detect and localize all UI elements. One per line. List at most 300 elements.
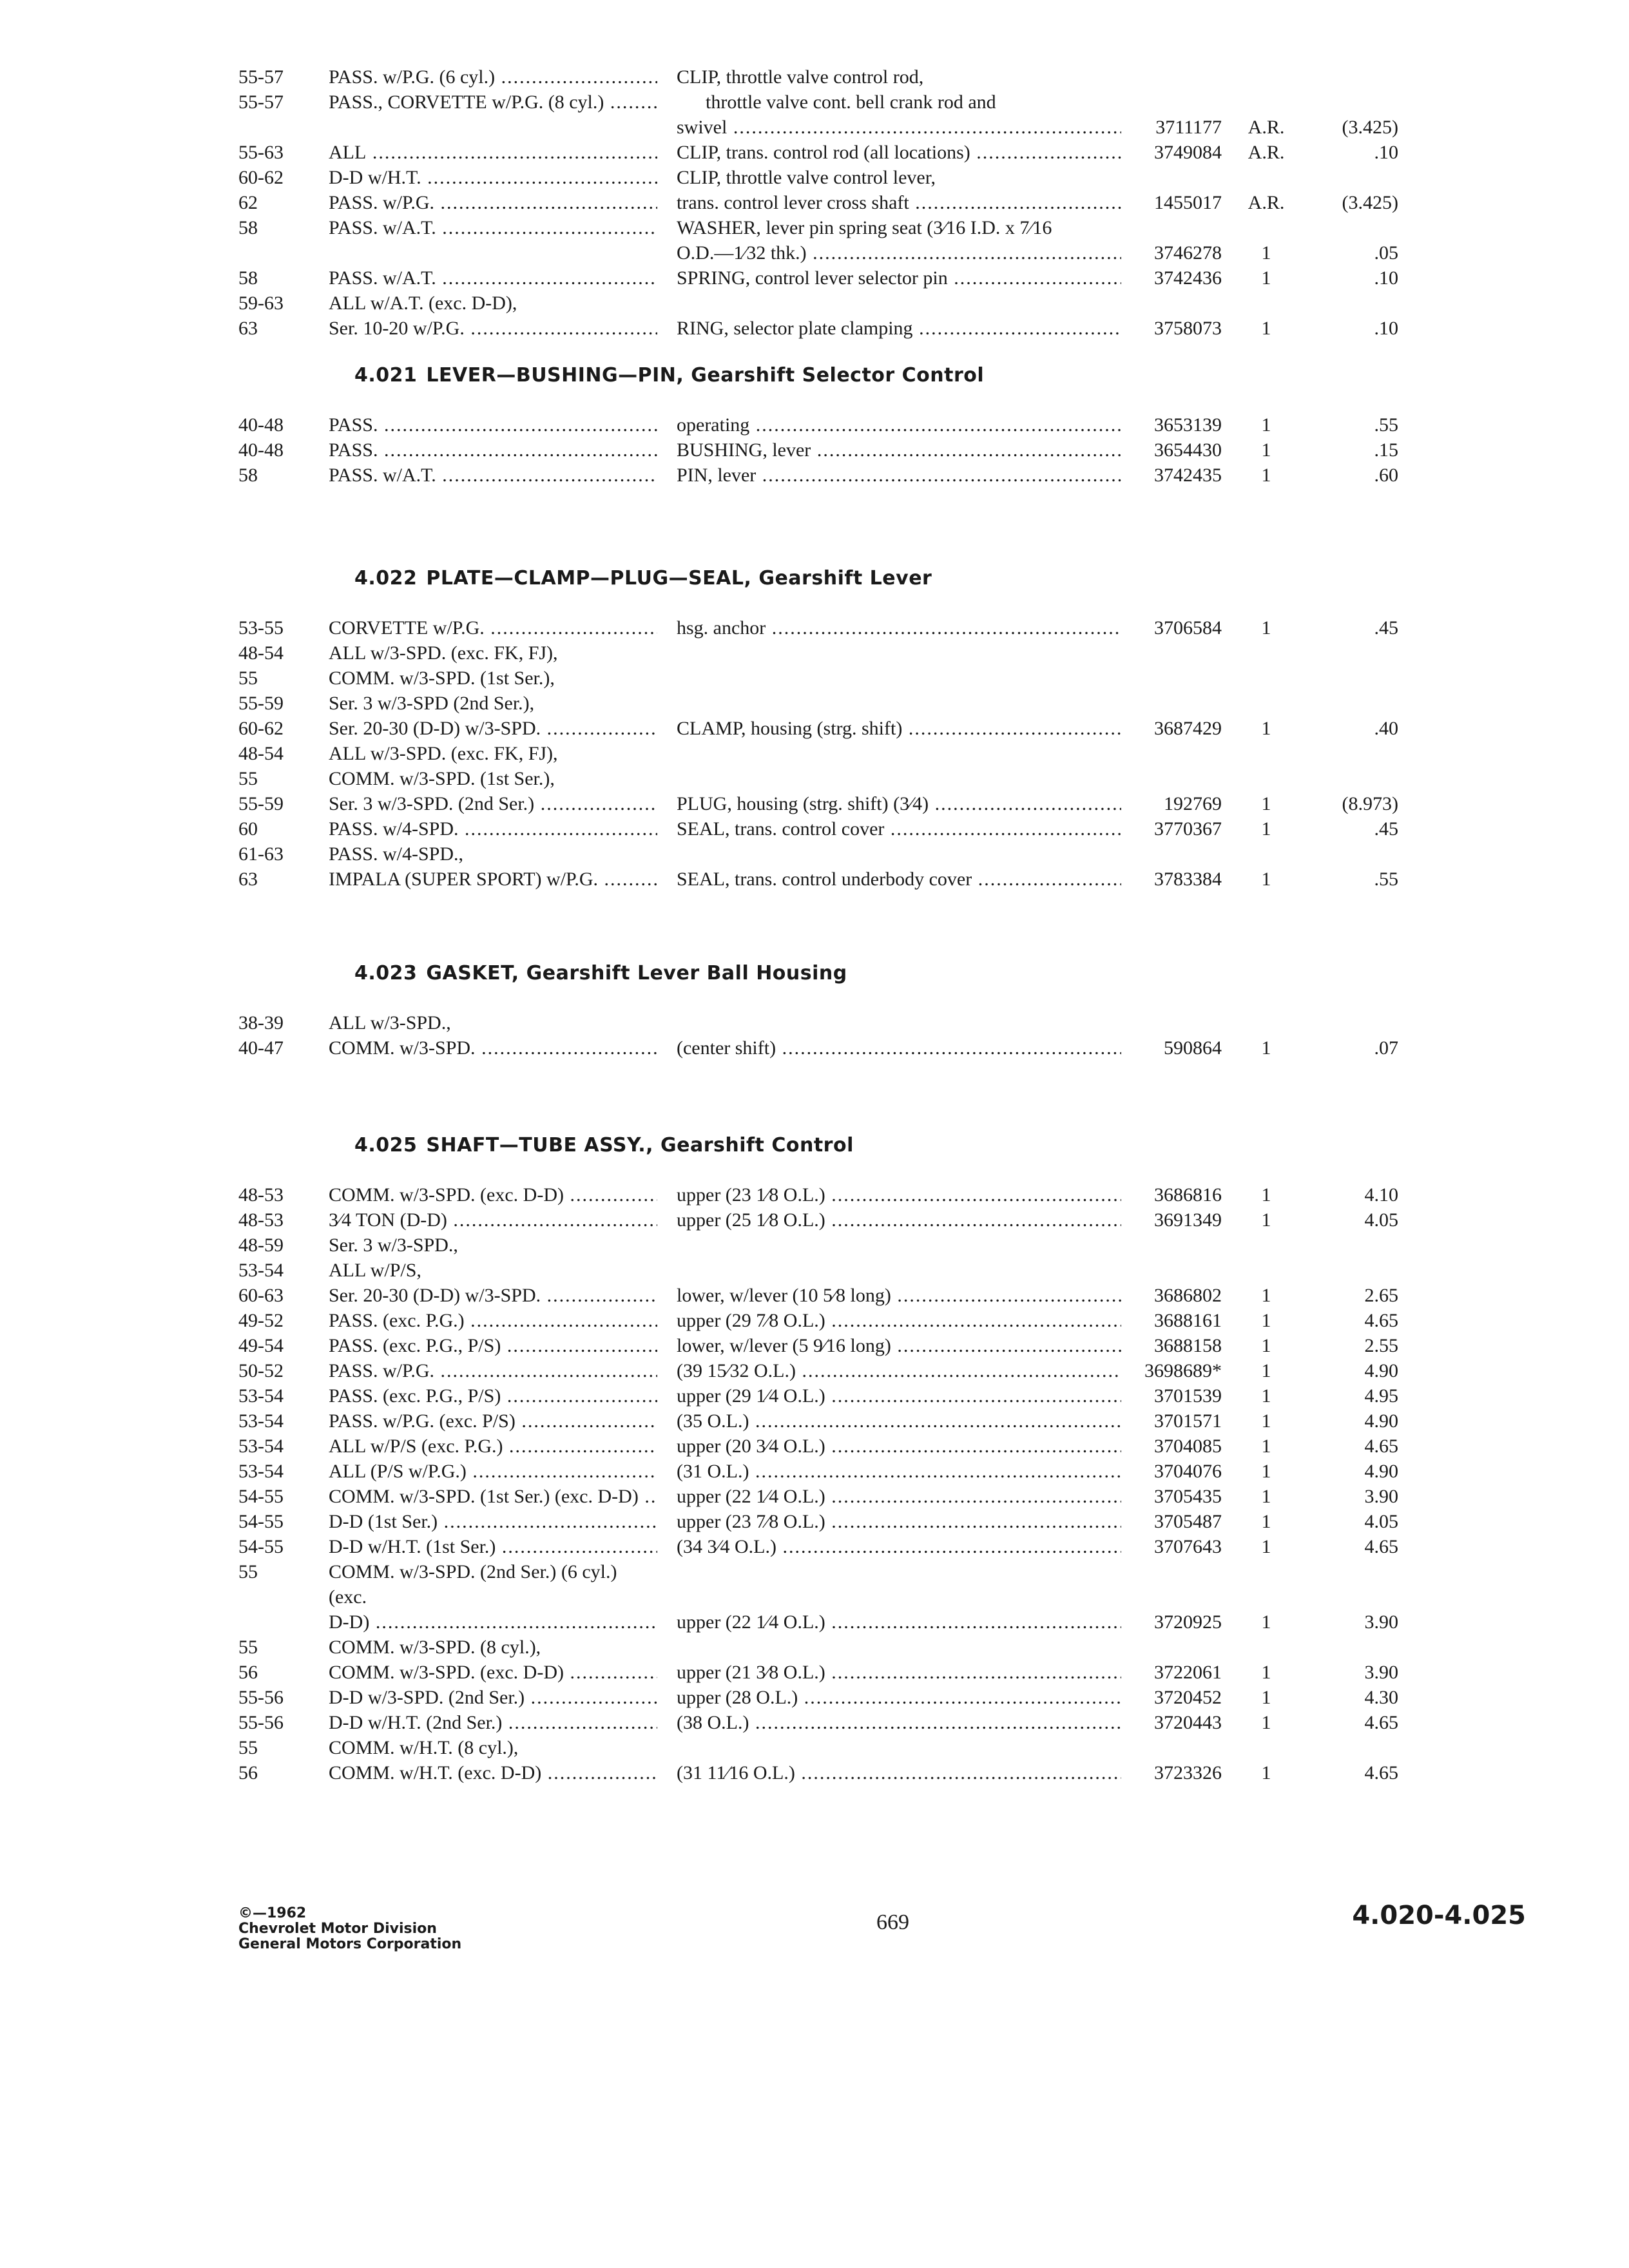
year-range-cell: 54-55	[238, 1486, 284, 1507]
price-cell	[1302, 1559, 1398, 1610]
section-number: 4.023	[354, 962, 418, 985]
description-cell: hsg. anchor .....	[657, 615, 1121, 640]
copyright-text: ©—1962	[238, 1905, 307, 1921]
section-heading	[354, 1134, 854, 1157]
description-cell: (39 15⁄32 O.L.) .....	[657, 1358, 1121, 1383]
price-cell: .15	[1374, 439, 1398, 461]
part-number-cell	[1121, 1233, 1231, 1258]
price-cell	[1302, 691, 1398, 716]
part-number-cell	[1121, 741, 1231, 766]
quantity-cell	[1231, 165, 1302, 190]
price-cell	[1302, 1010, 1398, 1035]
model-cell: COMM. w/H.T. (exc. D-D) .....	[329, 1760, 657, 1785]
quantity-cell: A.R.	[1248, 142, 1285, 163]
part-number-cell: 3706584	[1154, 617, 1222, 639]
part-number-cell	[1121, 64, 1231, 90]
model-cell: PASS. w/A.T. .....	[329, 215, 657, 240]
model-cell: Ser. 3 w/3-SPD.,	[329, 1235, 458, 1256]
model-cell: PASS. (exc. P.G., P/S) .....	[329, 1383, 657, 1408]
quantity-cell: 1	[1261, 1285, 1271, 1306]
quantity-cell: 1	[1261, 1486, 1271, 1507]
part-number-cell: 3723326	[1154, 1762, 1222, 1783]
table-row	[238, 1660, 1463, 1685]
part-number-cell: 3705487	[1154, 1511, 1222, 1532]
table-row	[238, 741, 1463, 766]
model-cell: Ser. 20-30 (D-D) w/3-SPD. .....	[329, 1283, 657, 1308]
quantity-cell: 1	[1261, 242, 1271, 264]
year-range-cell: 55-59	[238, 693, 284, 714]
part-number-cell: 3770367	[1154, 818, 1222, 840]
part-number-cell: 3783384	[1154, 869, 1222, 890]
table-row	[238, 640, 1463, 666]
quantity-cell	[1231, 1635, 1302, 1660]
description-cell	[657, 1559, 1121, 1610]
model-cell: Ser. 10-20 w/P.G. .....	[329, 316, 657, 341]
part-number-cell	[1121, 766, 1231, 791]
year-range-cell: 48-54	[238, 743, 284, 764]
table-row	[238, 716, 1463, 741]
part-number-cell	[1121, 1635, 1231, 1660]
part-number-cell: 3720443	[1154, 1712, 1222, 1733]
table-row	[238, 1308, 1463, 1333]
price-cell: .40	[1374, 718, 1398, 739]
quantity-cell	[1231, 640, 1302, 666]
description-cell: upper (22 1⁄4 O.L.) .....	[657, 1610, 1121, 1635]
parts-table	[238, 1182, 1463, 1785]
description-cell: upper (23 7⁄8 O.L.) .....	[657, 1509, 1121, 1534]
year-range-cell	[238, 115, 329, 140]
year-range-cell: 55	[238, 768, 258, 789]
year-range-cell: 53-54	[238, 1385, 284, 1407]
year-range-cell: 38-39	[238, 1012, 284, 1033]
price-cell	[1302, 291, 1398, 316]
quantity-cell: 1	[1261, 617, 1271, 639]
part-number-cell: 192769	[1164, 793, 1222, 814]
quantity-cell: 1	[1261, 318, 1271, 339]
model-cell: Ser. 3 w/3-SPD. (2nd Ser.) .....	[329, 791, 657, 816]
description-cell: WASHER, lever pin spring seat (3⁄16 I.D. x 7⁄16	[677, 217, 1052, 238]
quantity-cell	[1231, 1233, 1302, 1258]
model-cell: COMM. w/3-SPD. (8 cyl.),	[329, 1637, 541, 1658]
year-range-cell: 63	[238, 869, 258, 890]
price-cell	[1302, 1735, 1398, 1760]
model-cell	[329, 115, 657, 140]
quantity-cell: 1	[1261, 1536, 1271, 1557]
model-cell: COMM. w/3-SPD. (2nd Ser.) (6 cyl.) (exc.	[329, 1561, 622, 1608]
table-row	[238, 816, 1463, 841]
price-cell: 4.65	[1364, 1762, 1398, 1783]
price-cell: 4.65	[1364, 1310, 1398, 1331]
table-row	[238, 1283, 1463, 1308]
quantity-cell	[1231, 741, 1302, 766]
model-cell: PASS. .....	[329, 412, 657, 437]
table-row	[238, 1358, 1463, 1383]
price-cell	[1302, 90, 1398, 115]
price-cell: 4.65	[1364, 1536, 1398, 1557]
model-cell: ALL w/P/S (exc. P.G.) .....	[329, 1434, 657, 1459]
quantity-cell: 1	[1261, 1310, 1271, 1331]
model-cell: PASS. w/A.T. .....	[329, 463, 657, 488]
price-cell: .55	[1374, 414, 1398, 436]
price-cell	[1302, 766, 1398, 791]
model-cell: PASS. w/P.G. (exc. P/S) .....	[329, 1408, 657, 1434]
table-row	[238, 1484, 1463, 1509]
price-cell: 4.90	[1364, 1461, 1398, 1482]
year-range-cell: 53-54	[238, 1461, 284, 1482]
description-cell: upper (21 3⁄8 O.L.) .....	[657, 1660, 1121, 1685]
description-cell: throttle valve cont. bell crank rod and	[677, 91, 996, 113]
parts-table	[238, 1010, 1463, 1061]
year-range-cell: 60-63	[238, 1285, 284, 1306]
price-cell	[1302, 165, 1398, 190]
description-cell: (38 O.L.) .....	[657, 1710, 1121, 1735]
quantity-cell	[1231, 215, 1302, 240]
model-cell: PASS. .....	[329, 437, 657, 463]
year-range-cell: 58	[238, 267, 258, 289]
quantity-cell	[1231, 291, 1302, 316]
part-number-cell: 3691349	[1154, 1209, 1222, 1231]
price-cell: 4.05	[1364, 1209, 1398, 1231]
part-number-cell: 3758073	[1154, 318, 1222, 339]
quantity-cell: 1	[1261, 818, 1271, 840]
table-row	[238, 1383, 1463, 1408]
quantity-cell: 1	[1261, 1335, 1271, 1356]
description-cell	[657, 1635, 1121, 1660]
table-row	[238, 64, 1463, 90]
table-row	[238, 766, 1463, 791]
parts-table	[238, 64, 1463, 341]
model-cell: COMM. w/3-SPD. (exc. D-D) .....	[329, 1660, 657, 1685]
table-row	[238, 1182, 1463, 1207]
price-cell	[1302, 1635, 1398, 1660]
quantity-cell: 1	[1261, 1687, 1271, 1708]
part-number-cell: 3720452	[1154, 1687, 1222, 1708]
price-cell: 4.30	[1364, 1687, 1398, 1708]
year-range-cell: 49-54	[238, 1335, 284, 1356]
quantity-cell: 1	[1261, 1712, 1271, 1733]
year-range-cell: 55-57	[238, 66, 284, 88]
part-number-cell	[1121, 1010, 1231, 1035]
quantity-cell: 1	[1261, 1410, 1271, 1432]
table-row	[238, 1258, 1463, 1283]
quantity-cell	[1231, 1010, 1302, 1035]
part-number-cell: 3688161	[1154, 1310, 1222, 1331]
table-row	[238, 1635, 1463, 1660]
table-row	[238, 1735, 1463, 1760]
model-cell: D-D w/H.T. .....	[329, 165, 657, 190]
table-row	[238, 437, 1463, 463]
quantity-cell	[1231, 841, 1302, 867]
quantity-cell: 1	[1261, 1611, 1271, 1633]
section-title: LEVER—BUSHING—PIN, Gearshift Selector Control	[426, 364, 985, 387]
model-cell: ALL w/P/S,	[329, 1260, 421, 1281]
model-cell: PASS. w/A.T. .....	[329, 265, 657, 291]
year-range-cell: 55-57	[238, 91, 284, 113]
part-number-cell: 3701539	[1154, 1385, 1222, 1407]
price-cell: .45	[1374, 617, 1398, 639]
section-title: PLATE—CLAMP—PLUG—SEAL, Gearshift Lever	[426, 567, 932, 590]
model-cell: D-D (1st Ser.) .....	[329, 1509, 657, 1534]
description-cell: SPRING, control lever selector pin .....	[657, 265, 1121, 291]
quantity-cell: 1	[1261, 465, 1271, 486]
description-cell	[657, 741, 1121, 766]
table-row	[238, 1760, 1463, 1785]
price-cell	[1302, 64, 1398, 90]
description-cell	[657, 666, 1121, 691]
table-row	[238, 1559, 1463, 1610]
part-number-cell: 3722061	[1154, 1662, 1222, 1683]
year-range-cell: 63	[238, 318, 258, 339]
part-number-cell	[1121, 90, 1231, 115]
description-cell: upper (29 7⁄8 O.L.) .....	[657, 1308, 1121, 1333]
description-cell: (31 O.L.) .....	[657, 1459, 1121, 1484]
year-range-cell: 54-55	[238, 1511, 284, 1532]
year-range-cell: 48-53	[238, 1209, 284, 1231]
price-cell: .60	[1374, 465, 1398, 486]
year-range-cell: 58	[238, 465, 258, 486]
quantity-cell: 1	[1261, 414, 1271, 436]
quantity-cell	[1231, 1559, 1302, 1610]
price-cell: (3.425)	[1342, 192, 1398, 213]
price-cell	[1302, 666, 1398, 691]
year-range-cell: 48-54	[238, 642, 284, 664]
part-number-cell: 590864	[1164, 1037, 1222, 1059]
quantity-cell: A.R.	[1248, 192, 1285, 213]
year-range-cell: 53-54	[238, 1410, 284, 1432]
price-cell: 4.95	[1364, 1385, 1398, 1407]
description-cell: upper (25 1⁄8 O.L.) .....	[657, 1207, 1121, 1233]
description-cell: SEAL, trans. control cover .....	[657, 816, 1121, 841]
price-cell: .45	[1374, 818, 1398, 840]
year-range-cell: 40-48	[238, 414, 284, 436]
section-title: SHAFT—TUBE ASSY., Gearshift Control	[426, 1134, 854, 1157]
price-cell: .07	[1374, 1037, 1398, 1059]
year-range-cell: 55-56	[238, 1712, 284, 1733]
quantity-cell: 1	[1261, 1184, 1271, 1206]
quantity-cell: 1	[1261, 793, 1271, 814]
table-row	[238, 666, 1463, 691]
model-cell: D-D w/3-SPD. (2nd Ser.) .....	[329, 1685, 657, 1710]
description-cell: (34 3⁄4 O.L.) .....	[657, 1534, 1121, 1559]
table-row	[238, 1333, 1463, 1358]
table-row	[238, 1010, 1463, 1035]
price-cell	[1302, 1258, 1398, 1283]
table-row	[238, 691, 1463, 716]
price-cell	[1302, 741, 1398, 766]
table-row	[238, 215, 1463, 240]
quantity-cell	[1231, 1258, 1302, 1283]
model-cell: 3⁄4 TON (D-D) .....	[329, 1207, 657, 1233]
year-range-cell: 53-55	[238, 617, 284, 639]
description-cell	[657, 691, 1121, 716]
quantity-cell: 1	[1261, 439, 1271, 461]
model-cell: CORVETTE w/P.G. .....	[329, 615, 657, 640]
price-cell	[1302, 1233, 1398, 1258]
price-cell: 3.90	[1364, 1611, 1398, 1633]
table-row	[238, 1459, 1463, 1484]
description-cell: CLIP, trans. control rod (all locations) .....	[657, 140, 1121, 165]
table-row	[238, 841, 1463, 867]
model-cell: PASS. w/P.G. (6 cyl.) .....	[329, 64, 657, 90]
table-row	[238, 1035, 1463, 1061]
description-cell: PIN, lever .....	[657, 463, 1121, 488]
table-row	[238, 615, 1463, 640]
part-number-cell: 3742436	[1154, 267, 1222, 289]
year-range-cell: 48-59	[238, 1235, 284, 1256]
table-row	[238, 791, 1463, 816]
model-cell: ALL w/3-SPD. (exc. FK, FJ),	[329, 743, 558, 764]
part-number-cell: 3687429	[1154, 718, 1222, 739]
year-range-cell: 48-53	[238, 1184, 284, 1206]
part-number-cell	[1121, 291, 1231, 316]
table-row	[238, 115, 1463, 140]
year-range-cell: 55	[238, 1737, 258, 1758]
part-number-cell: 3705435	[1154, 1486, 1222, 1507]
year-range-cell: 53-54	[238, 1436, 284, 1457]
quantity-cell	[1231, 691, 1302, 716]
year-range-cell: 60-62	[238, 718, 284, 739]
price-cell: 2.65	[1364, 1285, 1398, 1306]
section-range: 4.020-4.025	[1352, 1901, 1526, 1930]
year-range-cell: 60	[238, 818, 258, 840]
description-cell	[657, 1258, 1121, 1283]
section-title: GASKET, Gearshift Lever Ball Housing	[426, 962, 847, 985]
year-range-cell: 56	[238, 1762, 258, 1783]
catalog-section	[238, 64, 1463, 341]
description-cell	[657, 1233, 1121, 1258]
quantity-cell	[1231, 90, 1302, 115]
quantity-cell: 1	[1261, 1511, 1271, 1532]
table-row	[238, 291, 1463, 316]
table-row	[238, 165, 1463, 190]
description-cell: (center shift) .....	[657, 1035, 1121, 1061]
table-row	[238, 1534, 1463, 1559]
description-cell: upper (28 O.L.) .....	[657, 1685, 1121, 1710]
model-cell: ALL .....	[329, 140, 657, 165]
price-cell: 3.90	[1364, 1662, 1398, 1683]
year-range-cell: 60-62	[238, 167, 284, 188]
part-number-cell: 3746278	[1154, 242, 1222, 264]
year-range-cell: 62	[238, 192, 258, 213]
model-cell: COMM. w/3-SPD. .....	[329, 1035, 657, 1061]
year-range-cell: 55	[238, 668, 258, 689]
table-row	[238, 1710, 1463, 1735]
price-cell: .10	[1374, 142, 1398, 163]
description-cell: upper (22 1⁄4 O.L.) .....	[657, 1484, 1121, 1509]
description-cell: O.D.—1⁄32 thk.) .....	[657, 240, 1121, 265]
part-number-cell: 3701571	[1154, 1410, 1222, 1432]
catalog-section	[238, 962, 1463, 1061]
price-cell: 4.10	[1364, 1184, 1398, 1206]
model-cell: Ser. 20-30 (D-D) w/3-SPD. .....	[329, 716, 657, 741]
parts-table	[238, 615, 1463, 892]
part-number-cell	[1121, 841, 1231, 867]
table-row	[238, 265, 1463, 291]
description-cell	[657, 766, 1121, 791]
table-row	[238, 190, 1463, 215]
table-row	[238, 1509, 1463, 1534]
price-cell	[1302, 215, 1398, 240]
model-cell: COMM. w/3-SPD. (1st Ser.),	[329, 768, 555, 789]
price-cell: .10	[1374, 267, 1398, 289]
model-cell: PASS. w/4-SPD.,	[329, 843, 463, 865]
description-cell: CLIP, throttle valve control rod,	[677, 66, 924, 88]
table-row	[238, 140, 1463, 165]
year-range-cell: 59-63	[238, 293, 284, 314]
price-cell: .05	[1374, 242, 1398, 264]
description-cell	[657, 640, 1121, 666]
model-cell: D-D w/H.T. (2nd Ser.) .....	[329, 1710, 657, 1735]
description-cell: PLUG, housing (strg. shift) (3⁄4) .....	[657, 791, 1121, 816]
description-cell: upper (20 3⁄4 O.L.) .....	[657, 1434, 1121, 1459]
section-number: 4.021	[354, 364, 418, 387]
description-cell	[657, 291, 1121, 316]
year-range-cell: 40-47	[238, 1037, 284, 1059]
part-number-cell: 3688158	[1154, 1335, 1222, 1356]
part-number-cell	[1121, 691, 1231, 716]
description-cell: (35 O.L.) .....	[657, 1408, 1121, 1434]
page-number: 669	[876, 1910, 909, 1934]
price-cell: 4.65	[1364, 1712, 1398, 1733]
part-number-cell: 3686802	[1154, 1285, 1222, 1306]
part-number-cell: 3711177	[1155, 117, 1222, 138]
description-cell	[657, 1010, 1121, 1035]
price-cell: 4.65	[1364, 1436, 1398, 1457]
year-range-cell: 55	[238, 1561, 258, 1582]
year-range-cell: 55-63	[238, 142, 284, 163]
year-range-cell: 55	[238, 1637, 258, 1658]
model-cell: PASS. (exc. P.G.) .....	[329, 1308, 657, 1333]
table-row	[238, 1434, 1463, 1459]
description-cell	[657, 1735, 1121, 1760]
model-cell: PASS. w/P.G. .....	[329, 190, 657, 215]
price-cell: 2.55	[1364, 1335, 1398, 1356]
table-row	[238, 867, 1463, 892]
quantity-cell: 1	[1261, 869, 1271, 890]
part-number-cell: 3704085	[1154, 1436, 1222, 1457]
year-range-cell: 55-56	[238, 1687, 284, 1708]
price-cell	[1302, 841, 1398, 867]
year-range-cell: 50-52	[238, 1360, 284, 1381]
year-range-cell: 58	[238, 217, 258, 238]
quantity-cell: 1	[1261, 1662, 1271, 1683]
part-number-cell: 3704076	[1154, 1461, 1222, 1482]
part-number-cell	[1121, 1258, 1231, 1283]
year-range-cell: 49-52	[238, 1310, 284, 1331]
quantity-cell	[1231, 766, 1302, 791]
model-cell: ALL w/3-SPD.,	[329, 1012, 451, 1033]
description-cell: BUSHING, lever .....	[657, 437, 1121, 463]
price-cell: (8.973)	[1342, 793, 1398, 814]
model-cell: COMM. w/3-SPD. (1st Ser.),	[329, 668, 555, 689]
section-heading	[354, 364, 984, 387]
year-range-cell	[238, 240, 329, 265]
catalog-section	[238, 1134, 1463, 1785]
year-range-cell: 53-54	[238, 1260, 284, 1281]
parts-table	[238, 412, 1463, 488]
description-cell: trans. control lever cross shaft .....	[657, 190, 1121, 215]
quantity-cell: 1	[1261, 718, 1271, 739]
part-number-cell: 3749084	[1154, 142, 1222, 163]
description-cell: (31 11⁄16 O.L.) .....	[657, 1760, 1121, 1785]
quantity-cell: 1	[1261, 1037, 1271, 1059]
quantity-cell: 1	[1261, 1360, 1271, 1381]
table-row	[238, 90, 1463, 115]
model-cell: COMM. w/3-SPD. (exc. D-D) .....	[329, 1182, 657, 1207]
part-number-cell: 3742435	[1154, 465, 1222, 486]
quantity-cell: 1	[1261, 1385, 1271, 1407]
catalog-section	[238, 567, 1463, 892]
